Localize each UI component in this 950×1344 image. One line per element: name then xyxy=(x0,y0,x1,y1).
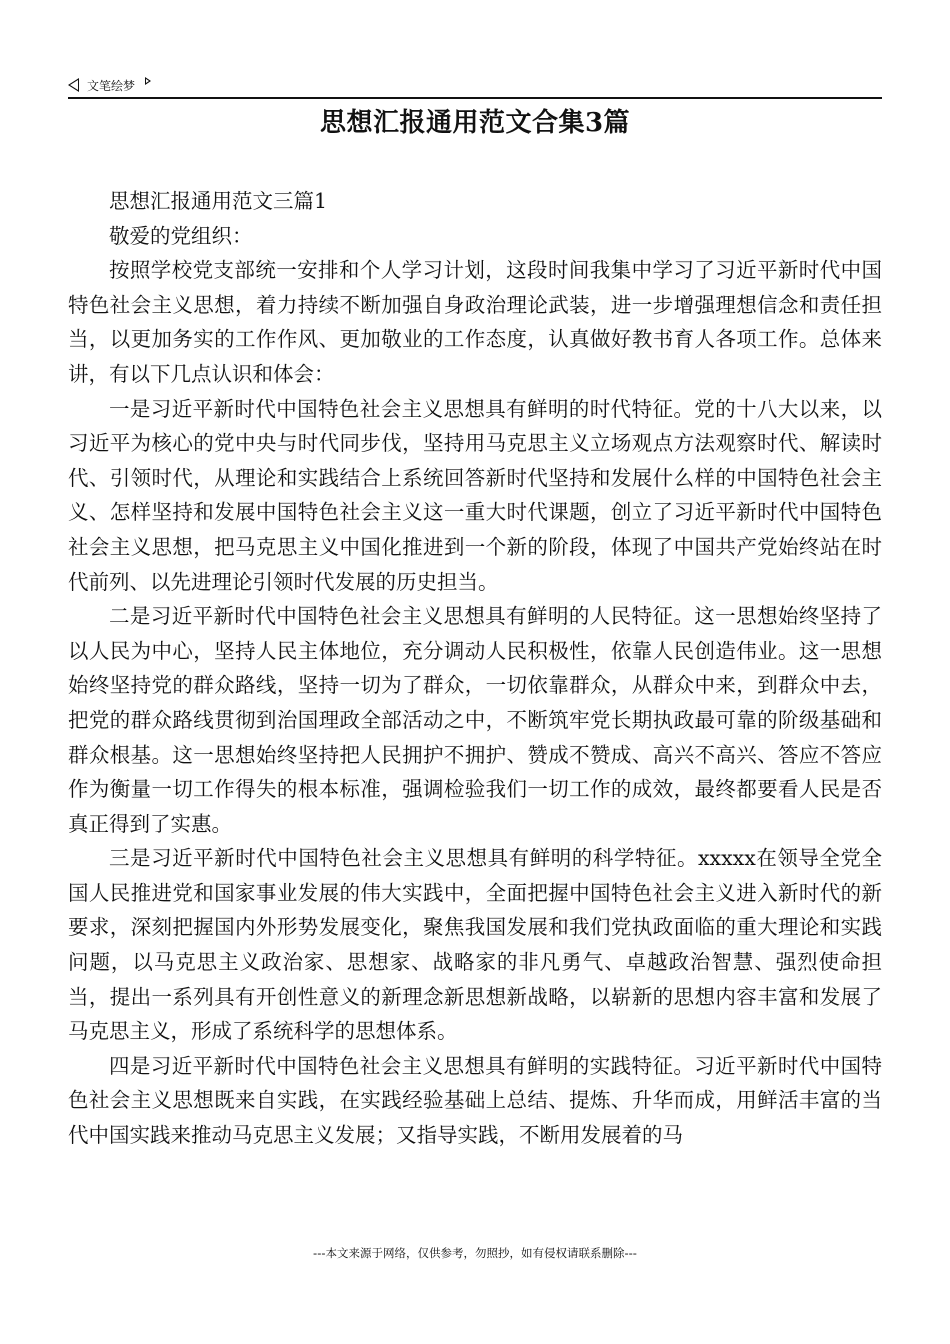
body-paragraph: 四是习近平新时代中国特色社会主义思想具有鲜明的实践特征。习近平新时代中国特色社会主义思想既来自实践，在实践经验基础上总结、提炼、升华而成，用鲜活丰富的当代中国实践来推动马克思主义发展；又指导实践，不断用发展着的马 xyxy=(68,1053,882,1148)
body-paragraph: 一是习近平新时代中国特色社会主义思想具有鲜明的时代特征。党的十八大以来，以习近平为核心的党中央与时代同步伐，坚持用马克思主义立场观点方法观察时代、解读时代、引领时代，从理论和实践结合上系统回答新时代坚持和发展什么样的中国特色社会主义、怎样坚持和发展中国特色社会主义这一重大时代课题，创立了习近平新时代中国特色社会主义思想，把马克思主义中国化推进到一个新的阶段，体现了中国共产党始终站在时代前列、以先进理论引领时代发展的历史担当。 xyxy=(68,396,882,594)
salutation: 敬爱的党组织： xyxy=(109,223,253,248)
header-brand: 文笔绘梦 xyxy=(87,78,136,93)
body-paragraph: 二是习近平新时代中国特色社会主义思想具有鲜明的人民特征。这一思想始终坚持了以人民为中心，坚持人民主体地位，充分调动人民积极性，依靠人民创造伟业。这一思想始终坚持党的群众路线，坚持一切为了群众，一切依靠群众，从群众中来，到群众中去，把党的群众路线贯彻到治国理政全部活动之中，不断筑牢党长期执政最可靠的阶级基础和群众根基。这一思想始终坚持把人民拥护不拥护、赞成不赞成、高兴不高兴、答应不答应作为衡量一切工作得失的根本标准，强调检验我们一切工作的成效，最终都要看人民是否真正得到了实惠。 xyxy=(68,604,882,836)
triangle-left-icon xyxy=(68,78,79,92)
body-paragraph: 按照学校党支部统一安排和个人学习计划，这段时间我集中学习了习近平新时代中国特色社会主义思想，着力持续不断加强自身政治理论武装，进一步增强理想信念和责任担当，以更加务实的工作作风、更加敬业的工作态度，认真做好教书育人各项工作。总体来讲，有以下几点认识和体会： xyxy=(68,258,882,386)
footer-disclaimer: ---本文来源于网络，仅供参考，勿照抄，如有侵权请联系删除--- xyxy=(313,1246,637,1260)
section-heading: 思想汇报通用范文三篇1 xyxy=(109,189,328,213)
header-divider xyxy=(68,97,882,99)
document-title: 思想汇报通用范文合集3篇 xyxy=(319,108,631,138)
page-header xyxy=(68,74,151,96)
body-paragraph: 三是习近平新时代中国特色社会主义思想具有鲜明的科学特征。xxxxx在领导全党全国人民推进党和国家事业发展的伟大实践中，全面把握中国特色社会主义进入新时代的新要求，深刻把握国内外形势发展变化，聚焦我国发展和我们党执政面临的重大理论和实践问题，以马克思主义政治家、思想家、战略家的非凡勇气、卓越政治智慧、强烈使命担当，提出一系列具有开创性意义的新理念新思想新战略，以崭新的思想内容丰富和发展了马克思主义，形成了系统科学的思想体系。 xyxy=(68,846,882,1044)
triangle-right-icon xyxy=(145,77,151,85)
document-body xyxy=(68,184,882,1153)
